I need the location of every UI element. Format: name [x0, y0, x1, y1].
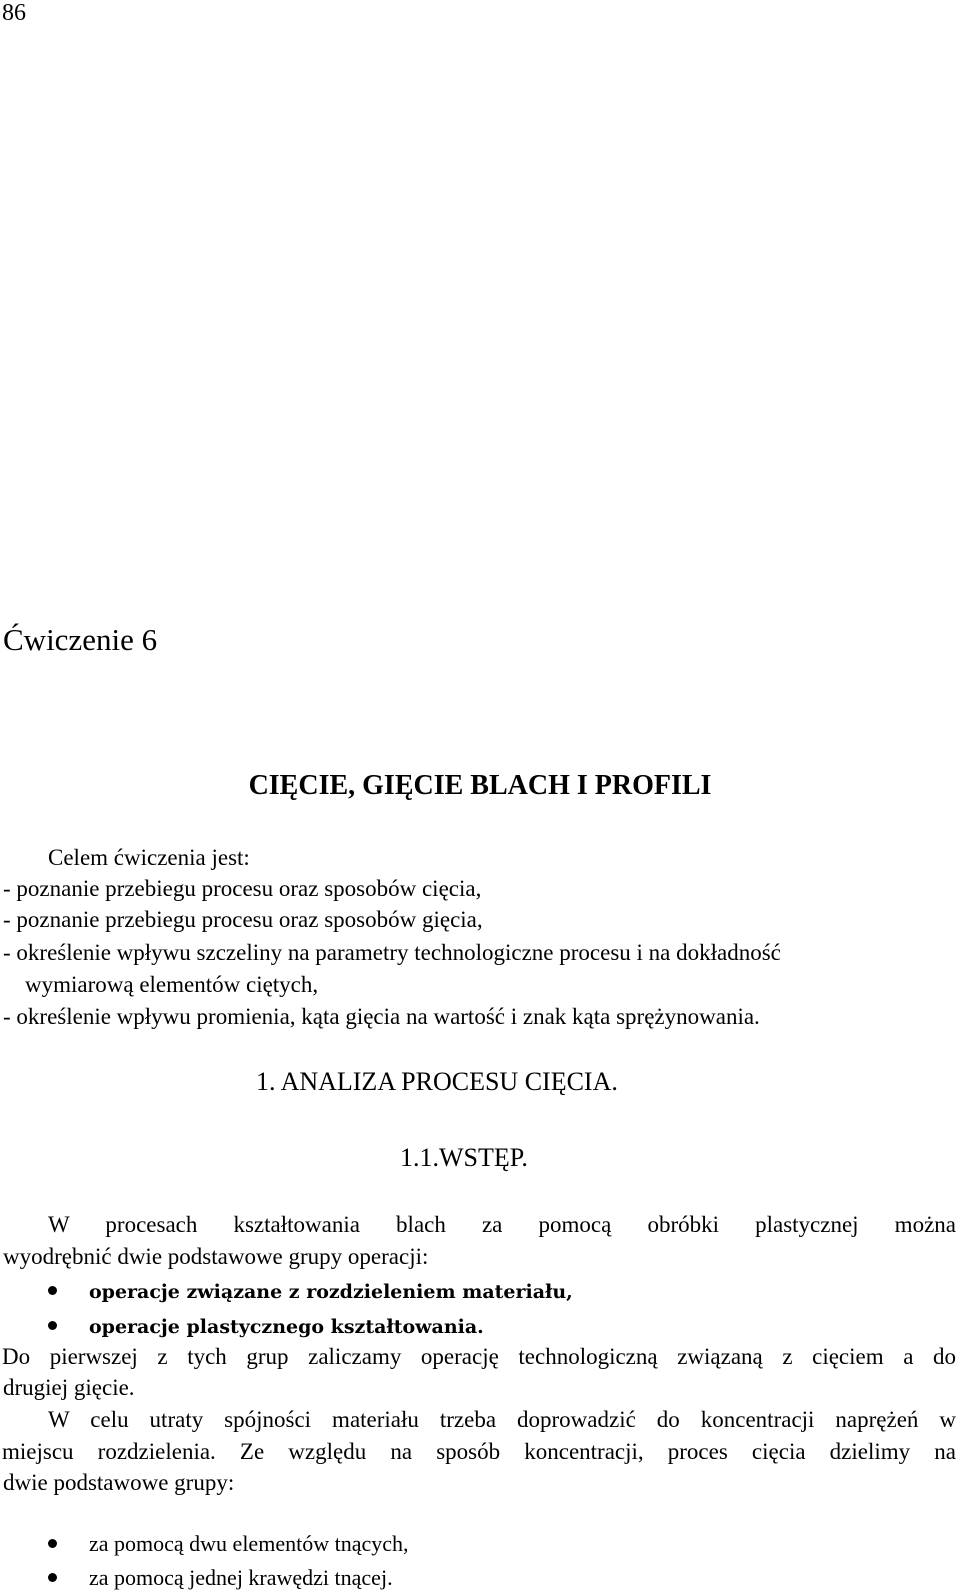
paragraph-line: W procesach kształtowania blach za pomocą obróbki plastycznej można — [48, 1212, 956, 1237]
paragraph-line: miejscu rozdzielenia. Ze względu na sposób koncentracji, proces cięcia dzielimy na — [2, 1439, 956, 1464]
main-title: CIĘCIE, GIĘCIE BLACH I PROFILI — [248, 770, 712, 801]
paragraph-line: Do pierwszej z tych grup zaliczamy operację technologiczną związaną z cięciem a do — [2, 1344, 956, 1369]
bullet-icon — [48, 1286, 57, 1295]
list-item: operacje plastycznego kształtowania. — [48, 1310, 484, 1343]
objectives-intro: Celem ćwiczenia jest: — [48, 845, 250, 870]
paragraph-line: wyodrębnić dwie podstawowe grupy operacji: — [3, 1244, 429, 1269]
paragraph-line: drugiej gięcie. — [3, 1375, 135, 1400]
objective-item: - poznanie przebiegu procesu oraz sposobów cięcia, — [3, 876, 482, 901]
objective-item: wymiarową elementów ciętych, — [25, 972, 319, 997]
exercise-title: Ćwiczenie 6 — [3, 622, 158, 657]
objective-item: - określenie wpływu promienia, kąta gięcia na wartość i znak kąta sprężynowania. — [3, 1004, 760, 1029]
list-item: za pomocą jednej krawędzi tnącej. — [48, 1562, 393, 1594]
bullet-icon — [48, 1573, 57, 1582]
list-item: operacje związane z rozdzieleniem materiału, — [48, 1275, 573, 1308]
section-heading: 1. ANALIZA PROCESU CIĘCIA. — [256, 1067, 618, 1096]
bullet-icon — [48, 1539, 57, 1548]
subsection-heading: 1.1.WSTĘP. — [400, 1143, 528, 1172]
list-item: za pomocą dwu elementów tnących, — [48, 1528, 408, 1560]
bullet-icon — [48, 1321, 57, 1330]
objective-item: - poznanie przebiegu procesu oraz sposobów gięcia, — [3, 907, 483, 932]
objective-item: - określenie wpływu szczeliny na parametry technologiczne procesu i na dokładność — [3, 940, 781, 965]
page-number: 86 — [2, 0, 26, 26]
paragraph-line: dwie podstawowe grupy: — [3, 1470, 235, 1495]
paragraph-line: W celu utraty spójności materiału trzeba doprowadzić do koncentracji naprężeń w — [48, 1407, 956, 1432]
